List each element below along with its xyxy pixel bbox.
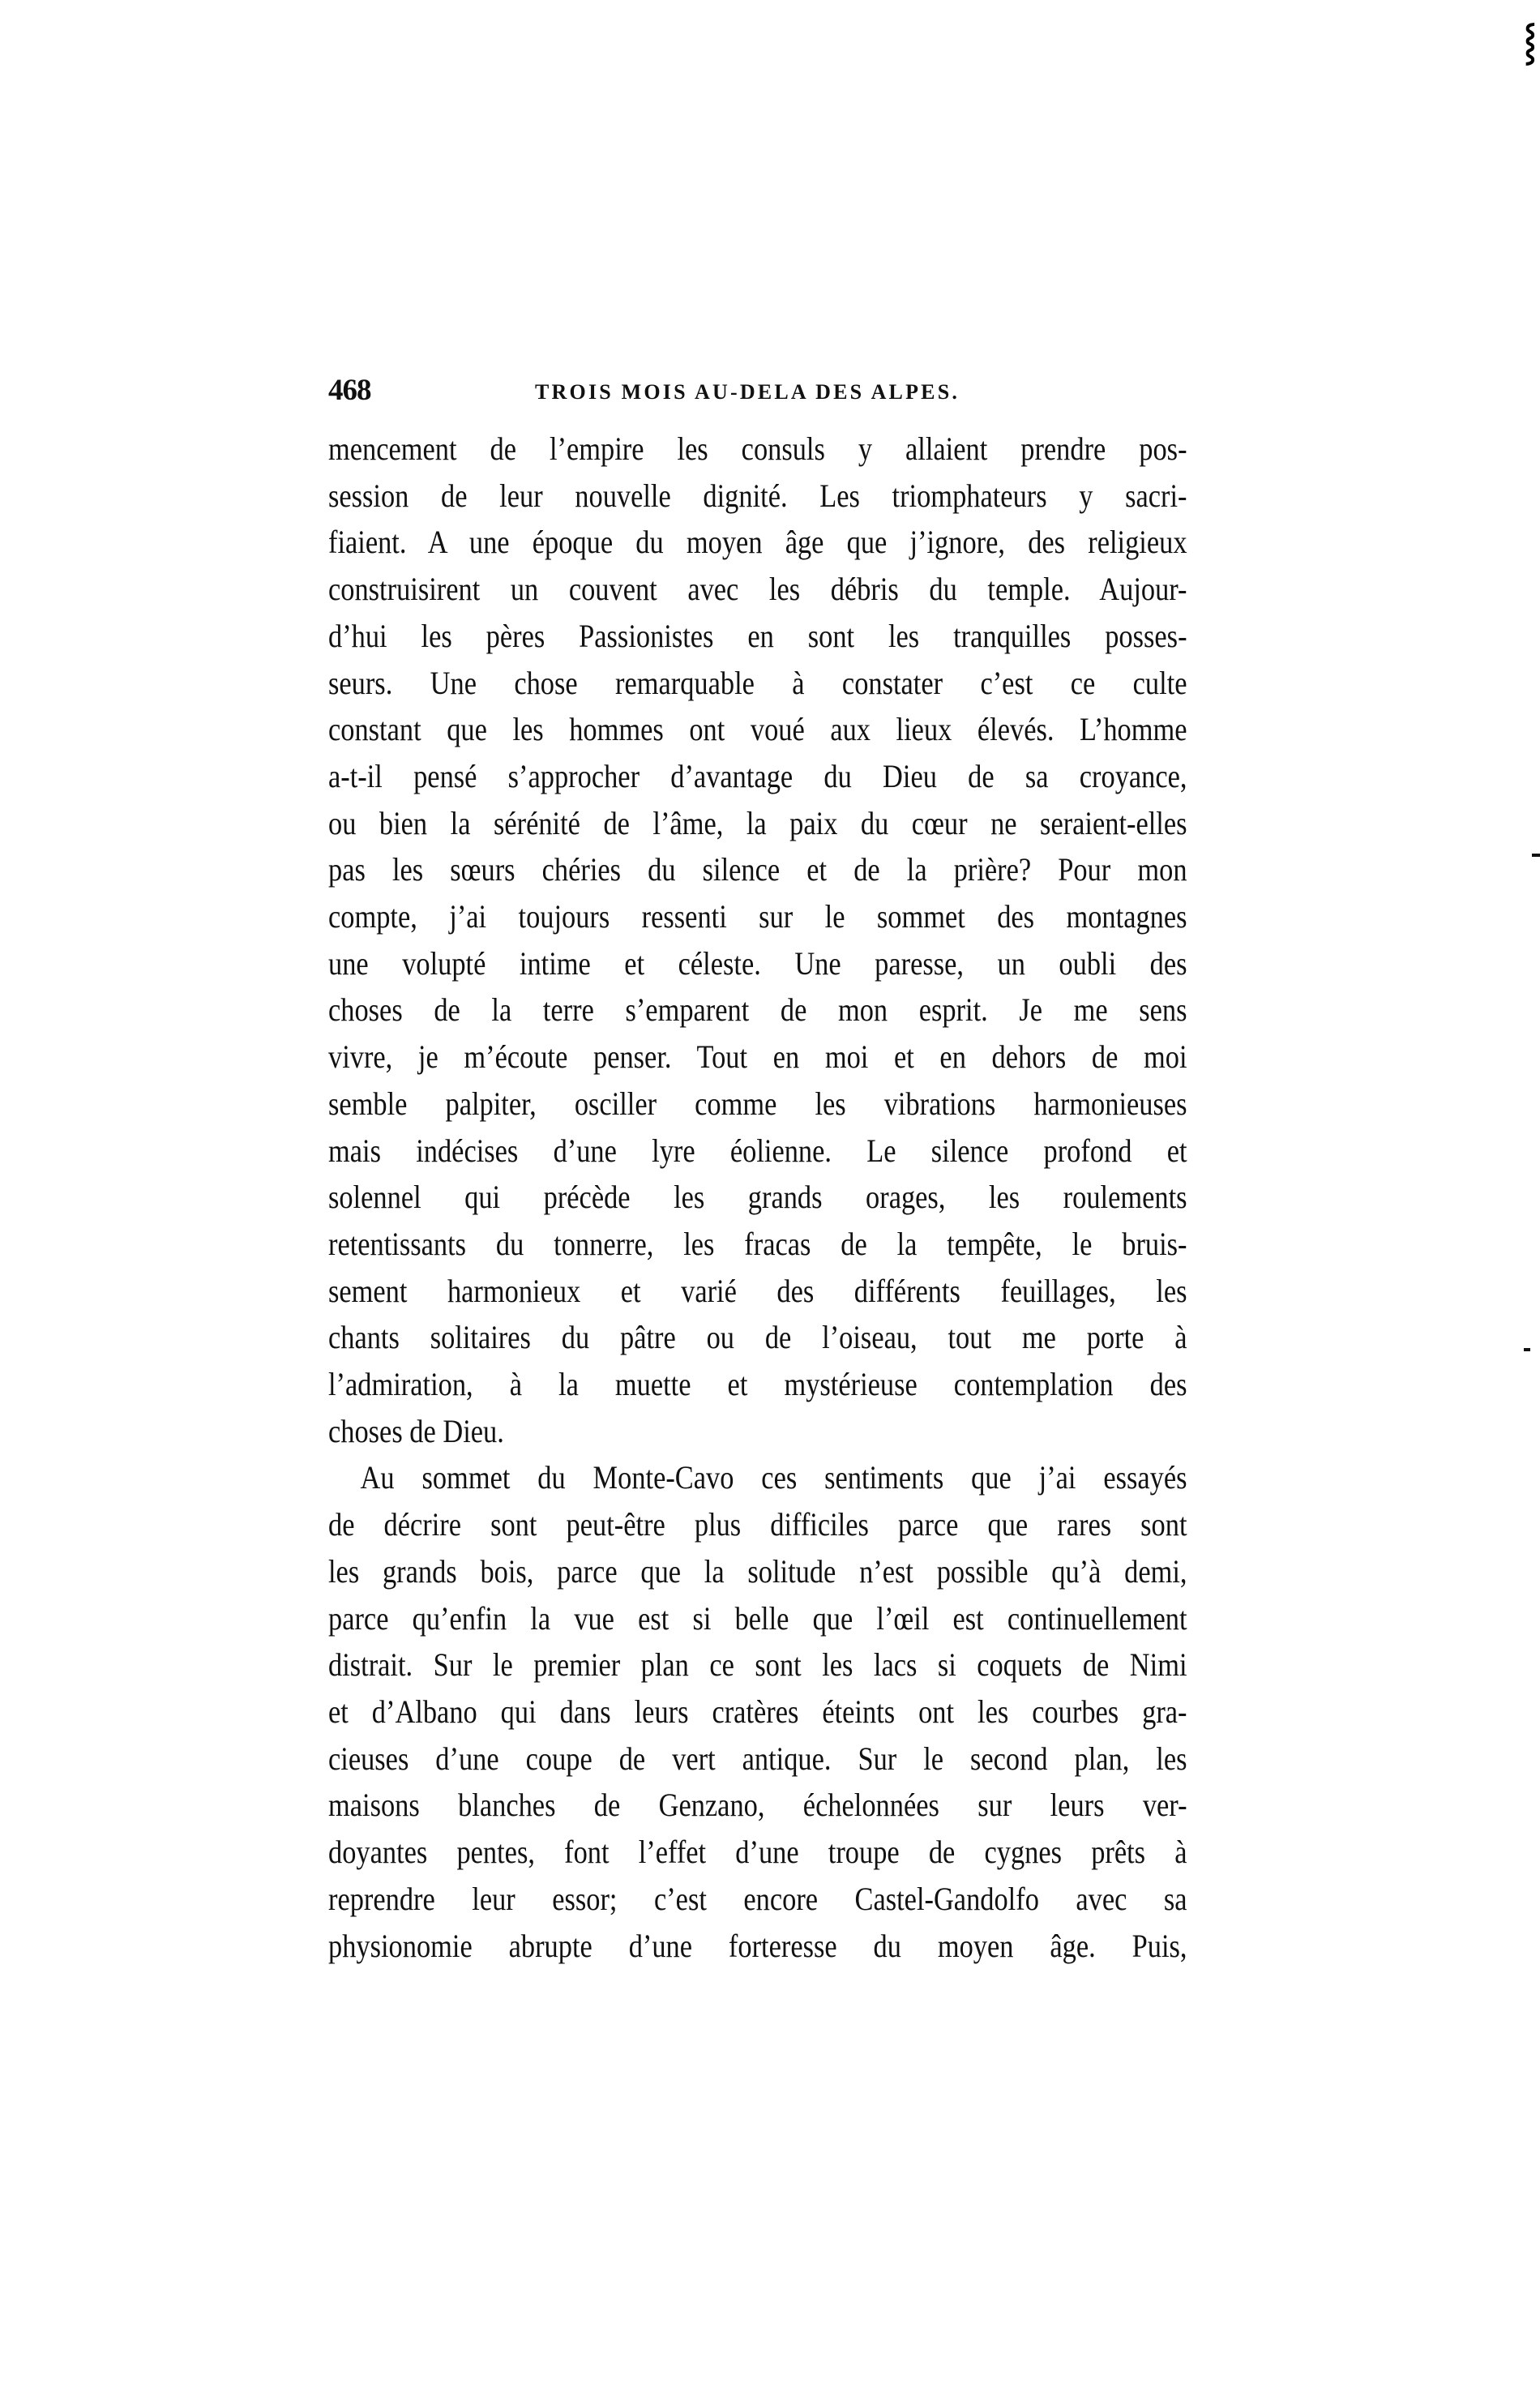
text-line: sement harmonieux et varié des différents feuillages, les — [328, 1272, 1187, 1309]
text-line: maisons blanches de Genzano, échelonnées sur leurs ver- — [328, 1787, 1187, 1824]
paragraph — [328, 1454, 1187, 1969]
text-line: session de leur nouvelle dignité. Les triomphateurs y sacri- — [328, 477, 1187, 514]
text-line: a-t-il pensé s’approcher d’avantage du Dieu de sa croyance, — [328, 757, 1187, 794]
text-line: fiaient. A une époque du moyen âge que j’ignore, des religieux — [328, 524, 1187, 561]
text-line: mencement de l’empire les consuls y allaient prendre pos- — [328, 430, 1187, 467]
text-line: Au sommet du Monte-Cavo ces sentiments que j’ai essayés — [360, 1459, 1187, 1496]
margin-tick-mark — [1532, 854, 1540, 857]
page-number: 468 — [328, 374, 371, 407]
text-line: construisirent un couvent avec les débris du temple. Aujour- — [328, 571, 1187, 608]
text-line: d’hui les pères Passionistes en sont les tranquilles posses- — [328, 617, 1187, 654]
text-line: constant que les hommes ont voué aux lieux élevés. L’homme — [328, 711, 1187, 748]
text-line: semble palpiter, osciller comme les vibrations harmonieuses — [328, 1085, 1187, 1122]
text-line: doyantes pentes, font l’effet d’une troupe de cygnes prêts à — [328, 1834, 1187, 1871]
text-line: parce qu’enfin la vue est si belle que l’œil est continuellement — [328, 1599, 1187, 1637]
text-line: chants solitaires du pâtre ou de l’oiseau, tout me porte à — [328, 1319, 1187, 1356]
text-line: retentissants du tonnerre, les fracas de la tempête, le bruis- — [328, 1225, 1187, 1262]
body-text — [328, 426, 1187, 1969]
text-line: physionomie abrupte d’une forteresse du moyen âge. Puis, — [328, 1927, 1187, 1964]
scan-corner-mark: ⸾ — [1524, 21, 1537, 62]
paragraph — [328, 426, 1187, 1454]
text-line: cieuses d’une coupe de vert antique. Sur le second plan, les — [328, 1740, 1187, 1777]
text-line: une volupté intime et céleste. Une paresse, un oubli des — [328, 944, 1187, 982]
text-line: reprendre leur essor; c’est encore Castel-Gandolfo avec sa — [328, 1880, 1187, 1917]
text-line: choses de la terre s’emparent de mon esprit. Je me sens — [328, 991, 1187, 1029]
text-line: ou bien la sérénité de l’âme, la paix du cœur ne seraient-elles — [328, 804, 1187, 841]
text-line: seurs. Une chose remarquable à constater c’est ce culte — [328, 664, 1187, 701]
text-line: mais indécises d’une lyre éolienne. Le silence profond et — [328, 1132, 1187, 1169]
running-header — [328, 375, 1187, 407]
text-line: les grands bois, parce que la solitude n’est possible qu’à demi, — [328, 1552, 1187, 1590]
text-line: choses de Dieu. — [328, 1412, 504, 1449]
text-line: pas les sœurs chéries du silence et de la prière? Pour mon — [328, 851, 1187, 888]
text-line: de décrire sont peut-être plus difficiles parce que rares sont — [328, 1506, 1187, 1543]
margin-tick-mark — [1524, 1348, 1530, 1351]
text-line: l’admiration, à la muette et mystérieuse contemplation des — [328, 1366, 1187, 1403]
text-line: distrait. Sur le premier plan ce sont les lacs si coquets de Nimi — [328, 1646, 1187, 1684]
text-line: compte, j’ai toujours ressenti sur le sommet des montagnes — [328, 898, 1187, 935]
text-line: solennel qui précède les grands orages, les roulements — [328, 1179, 1187, 1216]
text-line: et d’Albano qui dans leurs cratères éteints ont les courbes gra- — [328, 1693, 1187, 1730]
running-head-title: TROIS MOIS AU-DELA DES ALPES. — [535, 380, 960, 404]
text-line: vivre, je m’écoute penser. Tout en moi et en dehors de moi — [328, 1038, 1187, 1076]
